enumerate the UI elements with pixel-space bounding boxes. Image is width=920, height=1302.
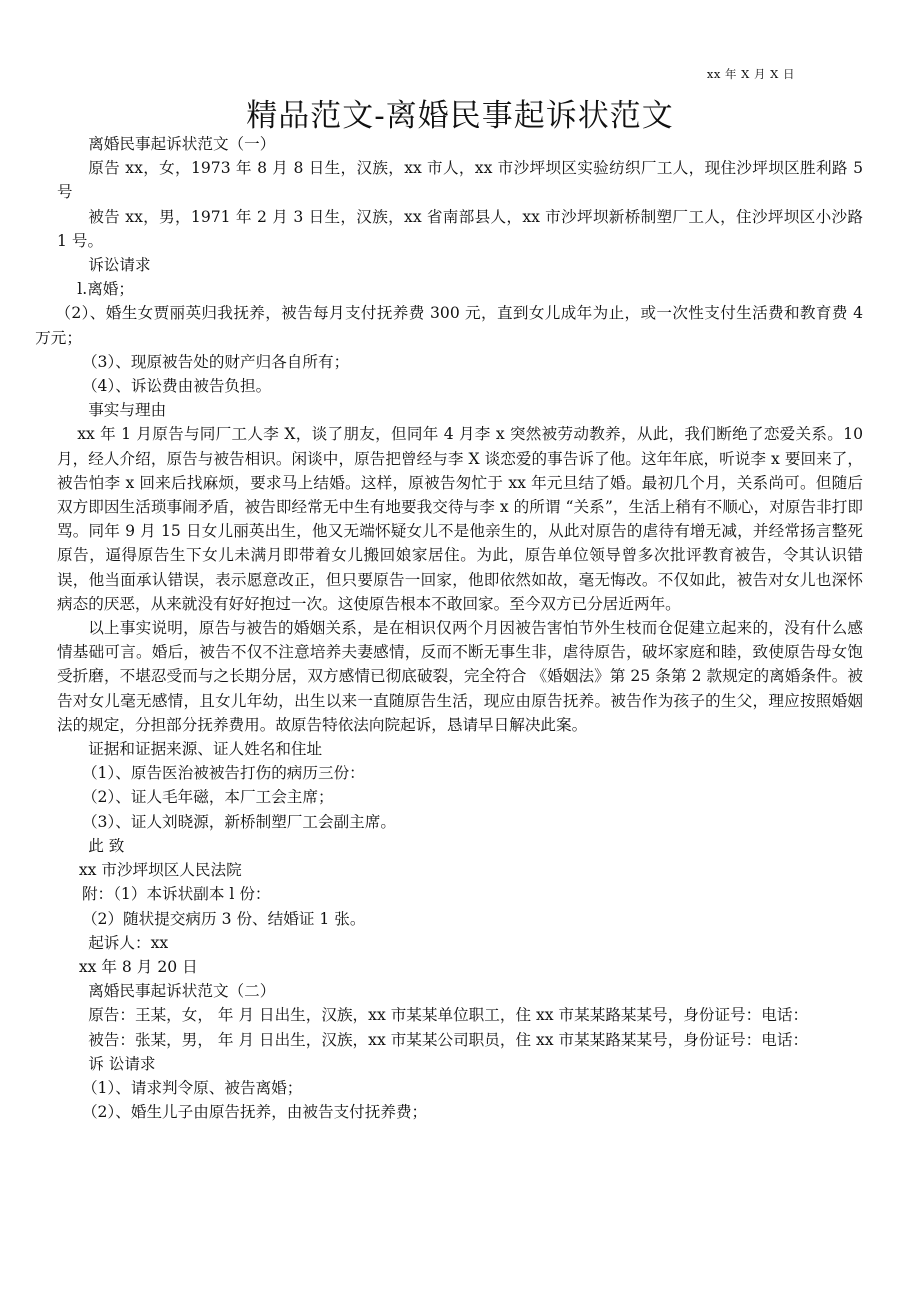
list-item: （2）、婚生儿子由原告抚养，由被告支付抚养费； — [81, 1103, 428, 1122]
paragraph: 原告：王某，女， 年 月 日出生，汉族，xx 市某某单位职工，住 xx 市某某路某某号，身份证号：电话： — [88, 1006, 809, 1025]
paragraph: 被告：张某，男， 年 月 日出生，汉族，xx 市某某公司职员，住 xx 市某某路某某号，身份证号：电话： — [88, 1030, 809, 1049]
paragraph: xx 年 1 月原告与同厂工人李 X，谈了朋友，但同年 4 月李 x 突然被劳动教养，从此，我们断绝了恋爱关系。10 月，经人介绍，原告与被告相识。闲谈中，原告把曾经与李 X 谈恋爱的事告诉了他。这年年底，听说李 x 要回来了，被告怕李 x 回来后找麻烦，要求马上结婚。这样，原被告匆忙于 xx 年元旦结了婚。最初几个月，关系尚可。但随后双方即因生活琐事闹矛盾，被告即经常无中生有地要我交待与李 x 的所谓 “关系”，生活上稍有不顺心，对原告非打即骂。同年 9 月 15 日女儿丽英出生，他又无端怀疑女儿不是他亲生的，从此对原告的虐待有增无减，并经常扬言整死原告，逼得原告生下女儿未满月即带着女儿搬回娘家居住。为此，原告单位领导曾多次批评教育被告，令其认识错误，他当面承认错误，表示愿意改正，但只要原告一回家，他即依然如故，毫无悔改。不仅如此，被告对女儿也深怀病态的厌恶，从来就没有好好抱过一次。这使原告根本不敢回家。至今双方已分居近两年。 — [57, 425, 863, 613]
paragraph: 原告 xx，女，1973 年 8 月 8 日生，汉族，xx 市人，xx 市沙坪坝区实验纺织厂工人，现住沙坪坝区胜利路 5 号 — [57, 159, 863, 202]
attachment: 附：（1）本诉状副本 l 份： — [81, 885, 271, 904]
signature-date: xx 年 8 月 20 日 — [78, 957, 198, 976]
closing-salutation: 此 致 — [88, 836, 125, 855]
paragraph: 以上事实说明，原告与被告的婚姻关系，是在相识仅两个月因被告害怕节外生枝而仓促建立起来的，没有什么感情基础可言。婚后，被告不仅不注意培养夫妻感情，反而不断无事生非，虐待原告，破坏家庭和睦，致使原告母女饱受折磨，不堪忍受而与之长期分居，双方感情已彻底破裂，完全符合 《婚姻法》第 25 条第 2 款规定的离婚条件。被告对女儿毫无感情，且女儿年幼，出生以来一直随原告生活，现应由原告抚养。被告作为孩子的生父，理应按照婚姻法的规定，分担部分抚养费用。故原告特依法向院起诉，恳请早日解决此案。 — [57, 619, 863, 734]
list-item: l.离婚； — [77, 280, 134, 299]
header-date: xx 年 X 月 X 日 — [706, 67, 795, 81]
section-heading: 离婚民事起诉状范文（二） — [88, 982, 276, 1001]
sub-heading: 事实与理由 — [88, 401, 167, 420]
attachment: （2）随状提交病历 3 份、结婚证 1 张。 — [81, 909, 366, 928]
court-name: xx 市沙坪坝区人民法院 — [78, 861, 242, 880]
list-item: （1）、请求判令原、被告离婚； — [81, 1078, 303, 1097]
section-heading: 离婚民事起诉状范文（一） — [88, 135, 276, 153]
list-item: （3）、证人刘晓源，新桥制塑厂工会副主席。 — [81, 812, 396, 831]
document-body — [35, 132, 863, 1124]
list-item: （3）、现原被告处的财产归各自所有； — [81, 352, 350, 371]
list-item: （4）、诉讼费由被告负担。 — [81, 377, 272, 396]
signature: 起诉人：xx — [88, 933, 169, 952]
paragraph: 被告 xx，男，1971 年 2 月 3 日生，汉族，xx 省南部县人，xx 市沙坪坝新桥制塑厂工人，住沙坪坝区小沙路 1 号。 — [57, 207, 863, 250]
list-item: （1）、原告医治被被告打伤的病历三份： — [81, 764, 365, 783]
sub-heading: 诉 讼请求 — [88, 1054, 156, 1073]
sub-heading: 诉讼请求 — [88, 256, 151, 275]
list-item: （2）、婚生女贾丽英归我抚养，被告每月支付抚养费 300 元，直到女儿成年为止，或一次性支付生活费和教育费 4 万元； — [35, 304, 863, 347]
document-title: 精品范文-离婚民事起诉状范文 — [246, 98, 674, 134]
sub-heading: 证据和证据来源、证人姓名和住址 — [88, 740, 323, 759]
list-item: （2）、证人毛年磁，本厂工会主席； — [81, 788, 334, 807]
